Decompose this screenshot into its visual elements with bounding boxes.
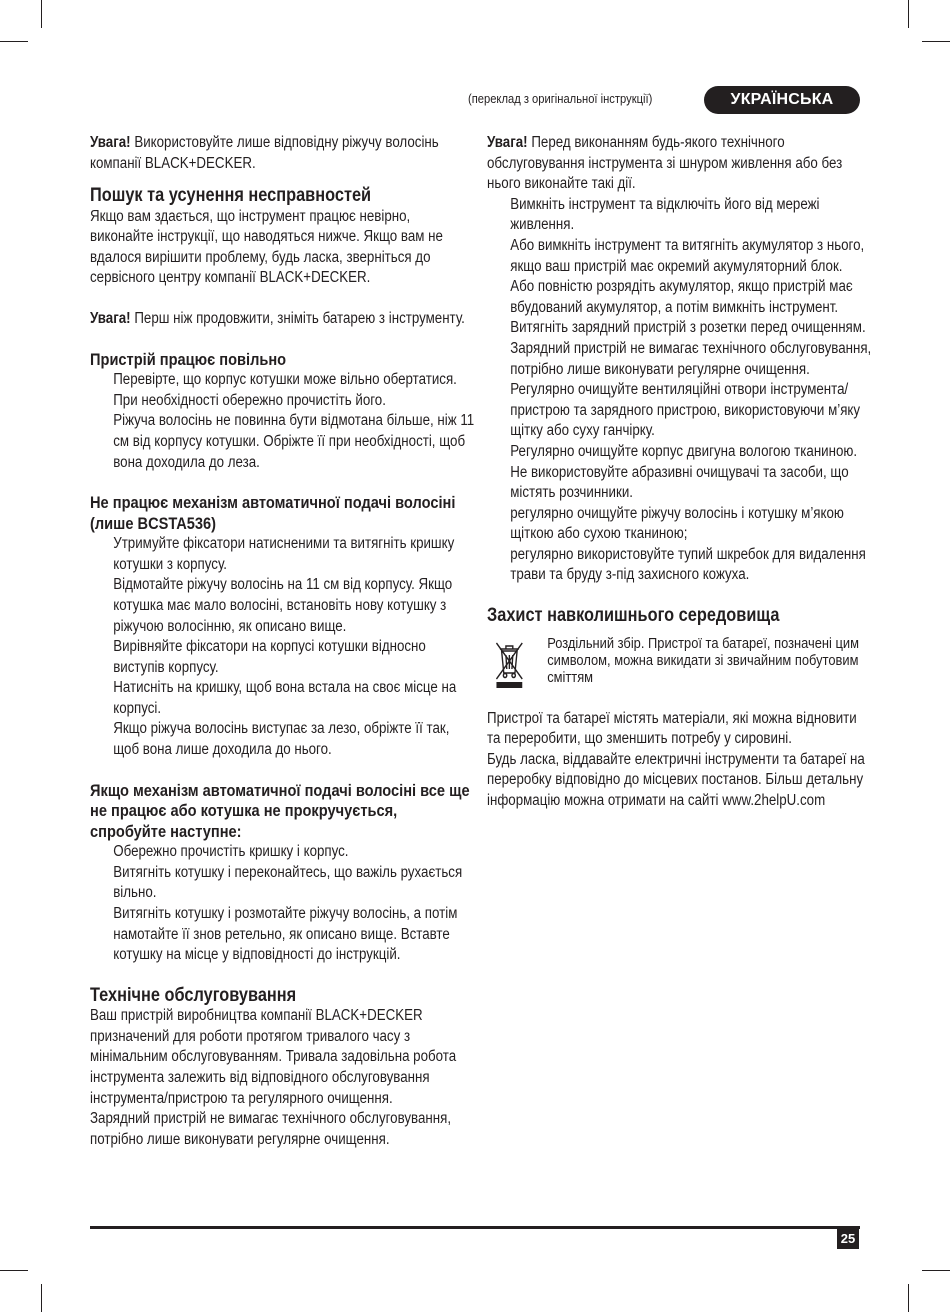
environment-heading: Захист навколишнього середовища <box>487 605 780 627</box>
still-not-working-heading: Якщо механізм автоматичної подачі волосіні все ще не працює або котушка не прокручується, спробуйте наступне: <box>90 780 470 841</box>
crop-mark <box>41 0 42 28</box>
warning-label: Увага! <box>90 134 131 151</box>
crop-mark <box>922 41 950 42</box>
list-item: Якщо ріжуча волосінь виступає за лезо, обріжте її так, щоб вона лише доходила до нього. <box>113 720 450 759</box>
recycling-text: Пристрої та батареї містять матеріали, які можна відновити та переробити, що зменшить потребу у сировині. <box>487 709 857 748</box>
maintenance-text: Ваш пристрій виробництва компанії BLACK+DECKER призначений для роботи протягом тривалого часу з мінімальним обслуговуванням. Тривала задовільна робота інструмента залежить від відповідного обслуговування інструмента/пристрою та регулярного очищення. <box>90 1007 457 1107</box>
troubleshooting-heading: Пошук та усунення несправностей <box>90 185 372 207</box>
list-item: Або повністю розрядіть акумулятор, якщо пристрій має вбудований акумулятор, а потім вимкніть інструмент. <box>510 278 853 316</box>
list-item: Або вимкніть інструмент та витягніть акумулятор з нього, якщо ваш пристрій має окремий акумуляторний блок. <box>510 236 865 275</box>
list-item: Перевірте, що корпус котушки може вільно обертатися. При необхідності обережно прочистіть його. <box>113 371 457 409</box>
language-badge: УКРАЇНСЬКА <box>704 86 860 114</box>
warning-remove-battery <box>90 309 475 330</box>
footer-rule <box>90 1226 860 1229</box>
translation-note: (переклад з оригінальної інструкції) <box>468 91 653 106</box>
list-item: регулярно використовуйте тупий шкребок для видалення трави та бруду з-під захисного кожуха. <box>510 545 866 584</box>
crop-mark <box>922 1270 950 1271</box>
crop-mark <box>908 0 909 28</box>
list-item: Регулярно очищуйте корпус двигуна вологою тканиною. Не використовуйте абразивні очищувачі та засоби, що містять розчинники. <box>510 442 858 502</box>
recycling-instructions: Будь ласка, віддавайте електричні інструменти та батареї на переробку відповідно до місцевих постанов. Більш детальну інформацію можна отримати на сайті www.2helpU.com <box>487 750 865 809</box>
list-item: Вирівняйте фіксатори на корпусі котушки відносно виступів корпусу. <box>113 638 426 676</box>
separate-collection-text: Роздільний збір. Пристрої та батареї, позначені цим символом, можна викидати зі звичайним побутовим сміттям <box>547 634 859 686</box>
warning-spare-parts <box>90 133 475 174</box>
list-item: Ріжуча волосінь не повинна бути відмотана більше, ніж 11 см від корпусу котушки. Обріжте її при необхідності, щоб вона доходила до леза. <box>113 412 475 471</box>
crop-mark <box>0 41 28 42</box>
troubleshooting-text: Якщо вам здається, що інструмент працює невірно, виконайте інструкції, що наводяться нижче. Якщо вам не вдалося вирішити проблему, будь ласка, зверніться до сервісного центру компанії BLACK+DECKER. <box>90 207 443 287</box>
list-item: Натисніть на кришку, щоб вона встала на своє місце на корпусі. <box>113 679 457 717</box>
list-item: Утримуйте фіксатори натисненими та витягніть кришку котушки з корпусу. <box>113 535 455 573</box>
warning-label: Увага! <box>90 310 131 328</box>
maintenance-charger-text: Зарядний пристрій не вимагає технічного обслуговування, потрібно лише виконувати регулярне очищення. <box>90 1110 452 1148</box>
separate-collection-notice <box>487 635 872 695</box>
list-item: регулярно очищуйте ріжучу волосінь і котушку м’якою щіткою або сухою тканиною; <box>510 504 844 543</box>
crop-mark <box>41 1284 42 1312</box>
list-item: Вимкніть інструмент та відключіть його від мережі живлення. <box>510 195 820 234</box>
warning-label: Увага! <box>487 134 528 151</box>
slow-running-heading: Пристрій працює повільно <box>90 349 287 369</box>
left-column <box>90 133 475 1150</box>
warning-before-maintenance <box>487 133 872 195</box>
list-item: Витягніть котушку і переконайтесь, що важіль рухається вільно. <box>113 863 463 902</box>
page-number: 25 <box>837 1228 859 1249</box>
warning-text: Використовуйте лише відповідну ріжучу волосінь компанії BLACK+DECKER. <box>90 134 439 172</box>
maintenance-heading: Технічне обслуговування <box>90 984 297 1006</box>
list-item: Витягніть котушку і розмотайте ріжучу волосінь, а потім намотайте її знов ретельно, як описано вище. Вставте котушку на місце у відповідності до інструкцій. <box>113 904 458 964</box>
list-item: Обережно прочистіть кришку і корпус. <box>113 843 349 861</box>
warning-text: Перш ніж продовжити, зніміть батарею з інструменту. <box>130 310 465 328</box>
list-item: Регулярно очищуйте вентиляційні отвори інструмента/пристрою та зарядного пристрою, використовуючи м’яку щітку або суху ганчірку. <box>510 381 861 440</box>
crop-mark <box>0 1270 28 1271</box>
warning-text: Перед виконанням будь-якого технічного обслуговування інструмента зі шнуром живлення або без нього виконайте такі дії. <box>487 134 843 193</box>
right-column <box>487 133 872 812</box>
list-item: Витягніть зарядний пристрій з розетки перед очищенням. Зарядний пристрій не вимагає технічного обслуговування, потрібно лише виконувати регулярне очищення. <box>510 319 872 378</box>
crop-mark <box>908 1284 909 1312</box>
crossed-out-bin-icon <box>492 637 526 689</box>
list-item: Відмотайте ріжучу волосінь на 11 см від корпусу. Якщо котушка має мало волосіні, встановіть нову котушку з ріжучою волосінню, як описано вище. <box>113 576 453 635</box>
auto-feed-heading: Не працює механізм автоматичної подачі волосіні (лише BCSTA536) <box>90 493 456 533</box>
